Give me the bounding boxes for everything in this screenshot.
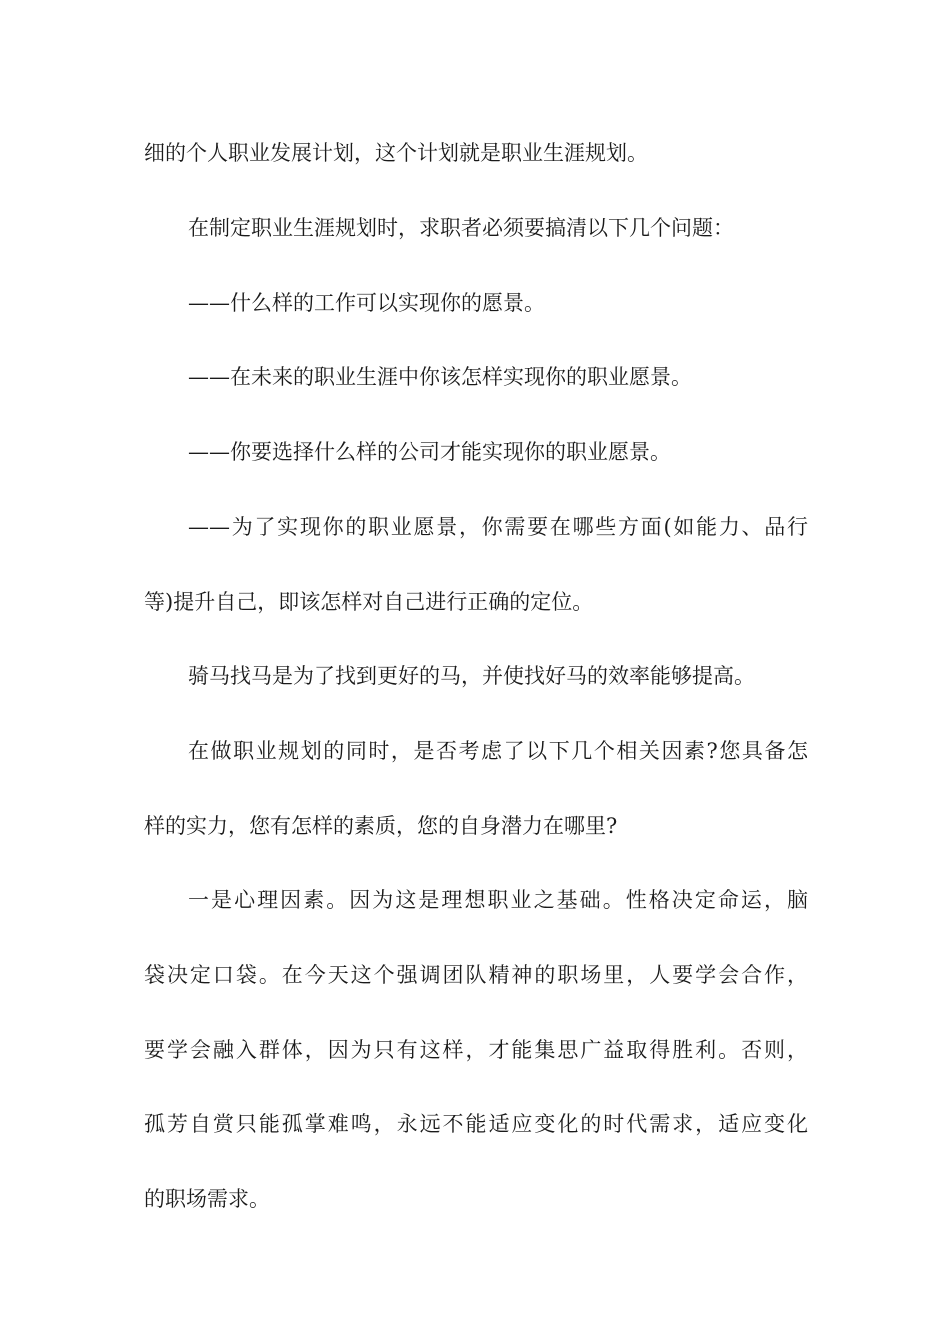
paragraph-line: 孤芳自赏只能孤掌难鸣，永远不能适应变化的时代需求，适应变化	[144, 1112, 808, 1136]
list-item: ——什么样的工作可以实现你的愿景。	[188, 291, 545, 315]
paragraph-line: 的职场需求。	[144, 1187, 270, 1211]
paragraph-line: 在做职业规划的同时，是否考虑了以下几个相关因素?您具备怎	[188, 739, 808, 763]
paragraph-line: 骑马找马是为了找到更好的马，并使找好马的效率能够提高。	[188, 664, 755, 688]
paragraph-line: 在制定职业生涯规划时，求职者必须要搞清以下几个问题：	[188, 216, 734, 240]
list-item: ——为了实现你的职业愿景，你需要在哪些方面(如能力、品行	[188, 515, 808, 539]
paragraph-line: 细的个人职业发展计划，这个计划就是职业生涯规划。	[144, 141, 648, 165]
paragraph-line: 样的实力，您有怎样的素质，您的自身潜力在哪里?	[144, 814, 618, 838]
list-item: ——在未来的职业生涯中你该怎样实现你的职业愿景。	[188, 365, 692, 389]
paragraph-line: 袋决定口袋。在今天这个强调团队精神的职场里，人要学会合作，	[144, 963, 808, 987]
paragraph-line: 等)提升自己，即该怎样对自己进行正确的定位。	[144, 590, 594, 614]
paragraph-line: 一是心理因素。因为这是理想职业之基础。性格决定命运，脑	[188, 888, 808, 912]
list-item: ——你要选择什么样的公司才能实现你的职业愿景。	[188, 440, 671, 464]
paragraph-line: 要学会融入群体，因为只有这样，才能集思广益取得胜利。否则，	[144, 1038, 808, 1062]
